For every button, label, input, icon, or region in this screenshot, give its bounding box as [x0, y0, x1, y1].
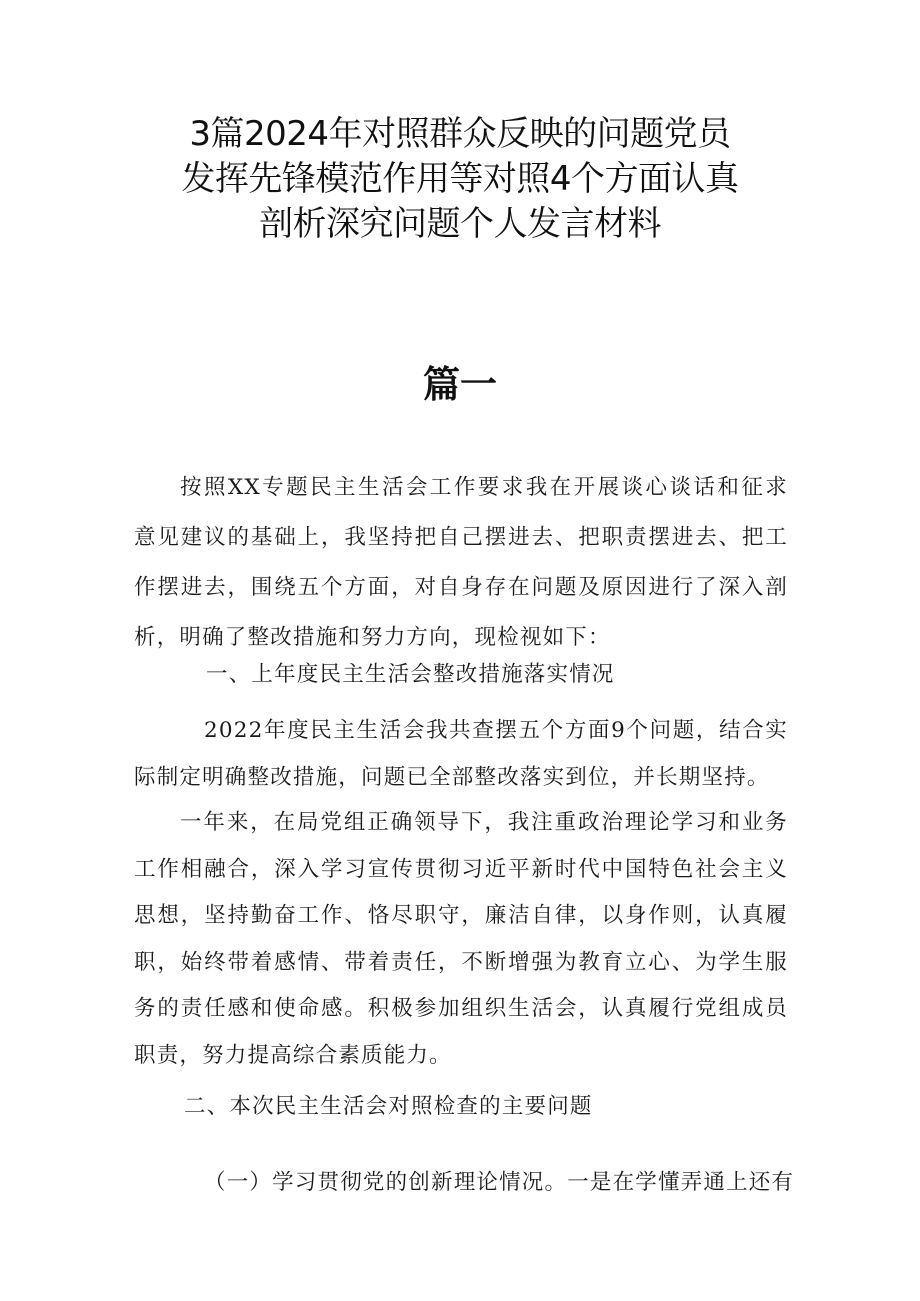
paragraph-line: 务的责任感和使命感。积极参加组织生活会，认真履行党组成员: [134, 996, 788, 1021]
paragraph-line: 作摆进去，围绕五个方面，对自身存在问题及原因进行了深入剖: [134, 575, 788, 600]
paragraph-line: 一年来，在局党组正确领导下，我注重政治理论学习和业务: [180, 810, 788, 835]
section-heading-1: 一、上年度民主生活会整改措施落实情况: [206, 662, 615, 687]
paragraph-study-theory: [134, 1158, 795, 1208]
paragraph-line: 思想，坚持勤奋工作、恪尽职守，廉洁自律，以身作则，认真履: [134, 903, 788, 928]
intro-paragraph: [134, 463, 788, 663]
title-line: 3篇2024年对照群众反映的问题党员: [189, 114, 731, 154]
paragraph-year-review: [134, 800, 788, 1079]
paragraph-line: 2022年度民主生活会我共查摆五个方面9个问题，结合实: [204, 718, 788, 743]
title-line: 发挥先锋模范作用等对照4个方面认真: [181, 159, 739, 199]
paragraph-rectification: [134, 707, 788, 801]
paragraph-line: 职，始终带着感情、带着责任，不断增强为教育立心、为学生服: [134, 949, 788, 975]
title-line: 剖析深究问题个人发言材料: [259, 204, 661, 244]
paragraph-line: 意见建议的基础上，我坚持把自己摆进去、把职责摆进去、把工: [134, 525, 788, 550]
paragraph-line: 析，明确了整改措施和努力方向，现检视如下：: [134, 625, 611, 650]
paragraph-line: 职责，努力提高综合素质能力。: [134, 1042, 452, 1068]
paragraph-line: 工作相融合，深入学习宣传贯彻习近平新时代中国特色社会主义: [134, 856, 788, 882]
section-heading-2: 二、本次民主生活会对照检查的主要问题: [184, 1094, 593, 1119]
section-title: 篇一: [423, 363, 497, 406]
paragraph-line: （一）学习贯彻党的创新理论情况。一是在学懂弄通上还有: [204, 1170, 795, 1195]
paragraph-line: 按照XX专题民主生活会工作要求我在开展谈心谈话和征求: [180, 475, 788, 500]
document-title: [130, 112, 790, 247]
paragraph-line: 际制定明确整改措施，问题已全部整改落实到位，并长期坚持。: [134, 765, 770, 790]
